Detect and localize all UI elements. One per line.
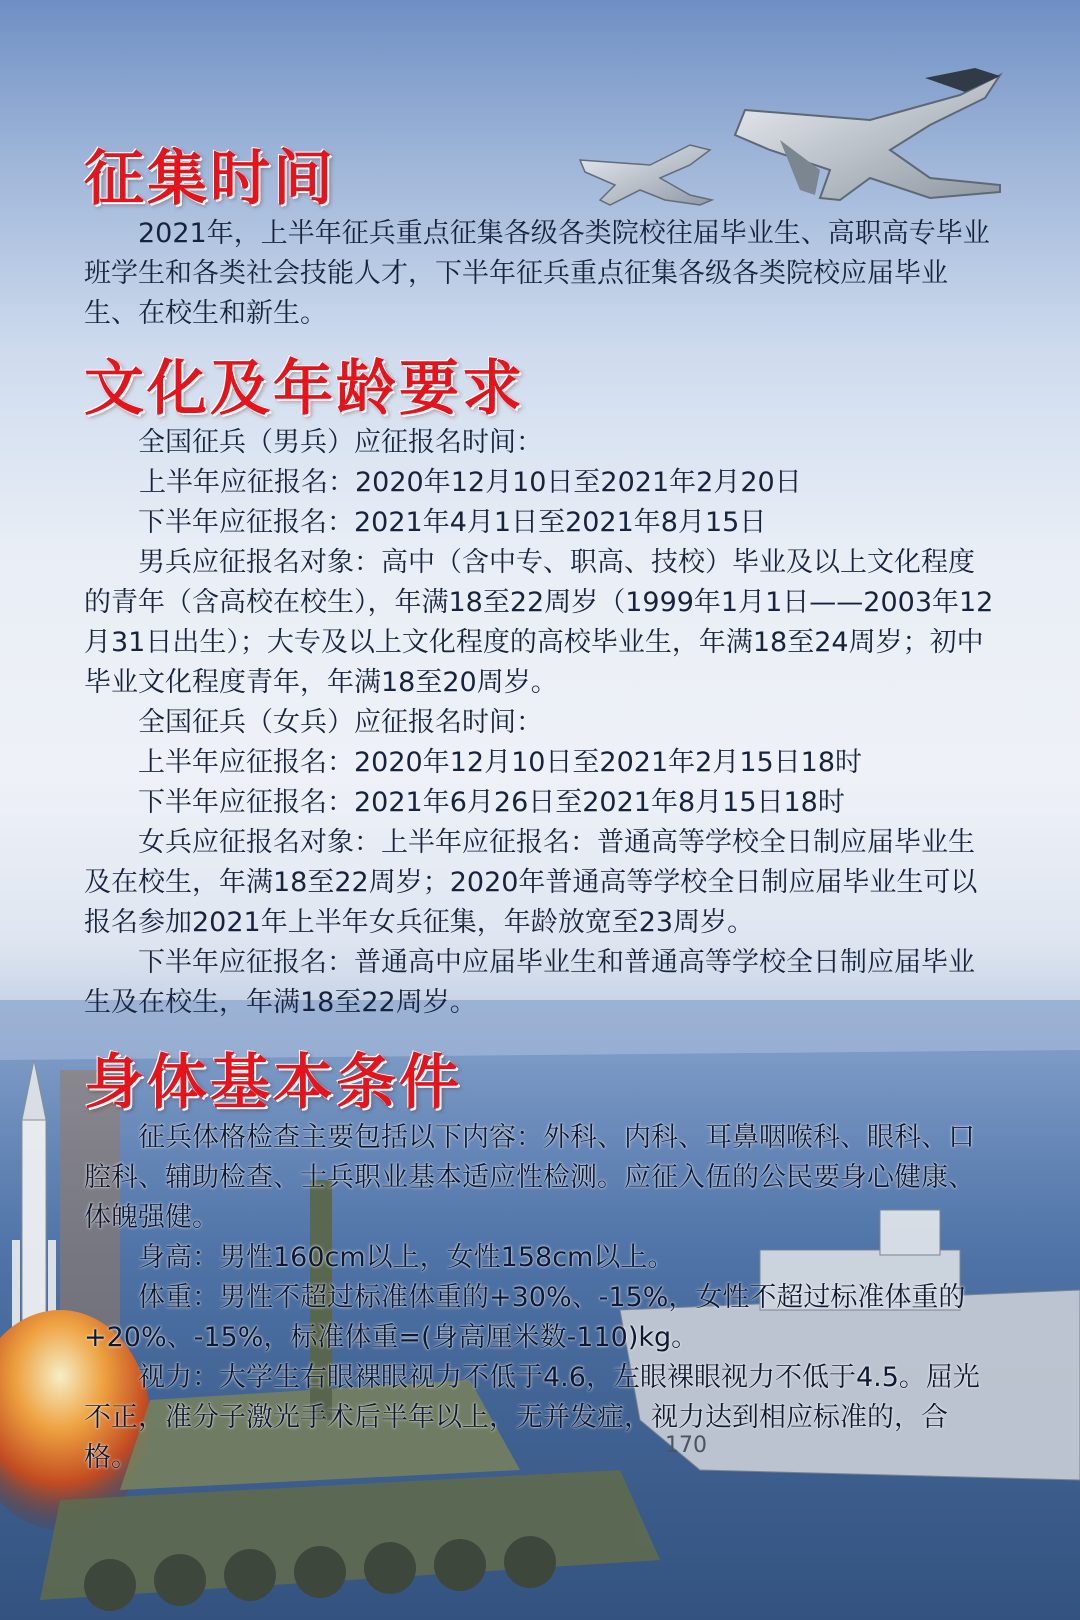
- height-requirement: 身高：男性160cm以上，女性158cm以上。: [138, 1242, 675, 1273]
- ship-hull-number: 170: [665, 1433, 707, 1458]
- female-first-half-registration: 上半年应征报名：2020年12月10日至2021年2月15日18时: [138, 747, 863, 778]
- male-registration-targets: 男兵应征报名对象：高中（含中专、职高、技校）毕业及以上文化程度的青年（含高校在校生），年满18至22周岁（1999年1月1日——2003年12月31日出生）；大专及以上文化程度的高校毕业生，年满18至24周岁；初中毕业文化程度青年，年满18至20周岁。: [84, 547, 994, 698]
- section-heading-recruitment-time: 征集时间: [84, 144, 336, 214]
- recruitment-time-paragraph: 2021年，上半年征兵重点征集各级各类院校往届毕业生、高职高专毕业班学生和各类社会技能人才，下半年征兵重点征集各级各类院校应届毕业生、在校生和新生。: [84, 218, 990, 329]
- female-second-half-targets: 下半年应征报名：普通高中应届毕业生和普通高等学校全日制应届毕业生及在校生，年满18至22周岁。: [84, 947, 975, 1018]
- female-second-half-registration: 下半年应征报名：2021年6月26日至2021年8月15日18时: [138, 787, 845, 818]
- section-heading-physical-conditions: 身体基本条件: [84, 1048, 462, 1118]
- female-registration-intro: 全国征兵（女兵）应征报名时间：: [138, 707, 543, 738]
- section-heading-education-age: 文化及年龄要求: [84, 354, 525, 424]
- male-second-half-registration: 下半年应征报名：2021年4月1日至2021年8月15日: [138, 507, 767, 538]
- male-registration-intro: 全国征兵（男兵）应征报名时间：: [138, 427, 543, 458]
- weight-requirement: 体重：男性不超过标准体重的+30%、-15%，女性不超过标准体重的+20%、-15%，标准体重=(身高厘米数-110)kg。: [84, 1282, 966, 1353]
- male-first-half-registration: 上半年应征报名：2020年12月10日至2021年2月20日: [139, 467, 802, 498]
- vision-requirement: 视力：大学生右眼裸眼视力不低于4.6，左眼裸眼视力不低于4.5。屈光不正，准分子激光手术后半年以上，无并发症，视力达到相应标准的，合格。: [84, 1362, 980, 1473]
- female-registration-targets: 女兵应征报名对象：上半年应征报名：普通高等学校全日制应届毕业生及在校生，年满18至22周岁；2020年普通高等学校全日制应届毕业生可以报名参加2021年上半年女兵征集，年龄放宽至23周岁。: [84, 827, 978, 938]
- physical-exam-paragraph: 征兵体格检查主要包括以下内容：外科、内科、耳鼻咽喉科、眼科、口腔科、辅助检查、士兵职业基本适应性检测。应征入伍的公民要身心健康、体魄强健。: [84, 1122, 975, 1233]
